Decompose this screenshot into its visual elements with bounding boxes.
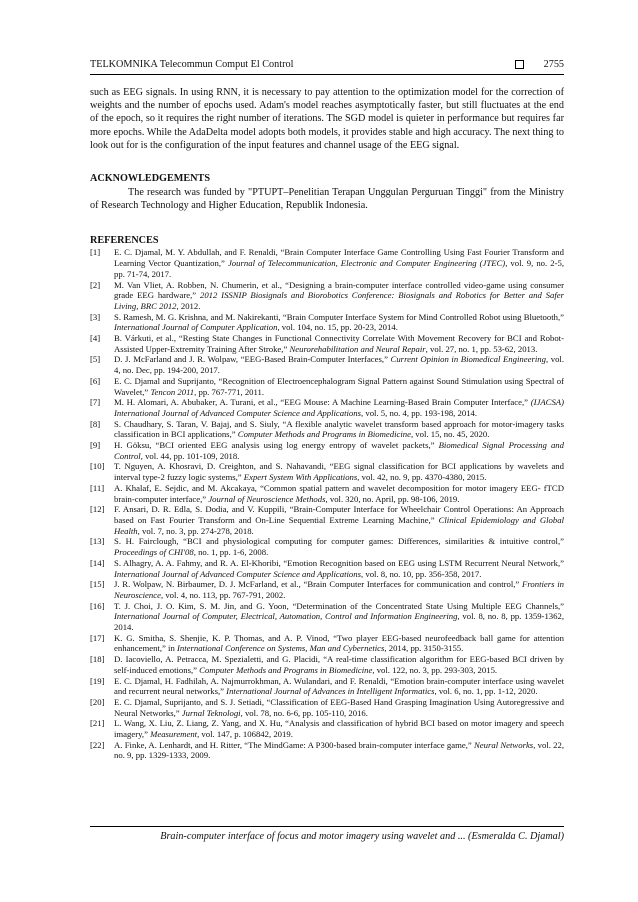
- reference-source: Journal of Neuroscience Methods: [208, 493, 326, 504]
- journal-name: TELKOMNIKA Telecommun Comput El Control: [90, 59, 294, 70]
- reference-item: [90, 504, 564, 536]
- reference-details: , vol. 4, no. 113, pp. 767-791, 2002.: [160, 589, 286, 600]
- reference-text: S. Ramesh, M. G. Krishna, and M. Nakirekanti, “Brain Computer Interface System for Mind Controlled Robot using Bluetooth,”: [114, 311, 564, 322]
- reference-details: , no. 1, pp. 1-6, 2008.: [193, 547, 269, 558]
- reference-number: [15]: [90, 579, 105, 590]
- reference-details: , vol. 22, no. 9, pp. 1329-1333, 2009.: [114, 739, 565, 761]
- reference-text: E. C. Djamal, M. Y. Abdullah, and F. Renaldi, “Brain Computer Interface Game Controlling Using Fast Fourier Transform and Learning Vector Quantization,”: [114, 247, 564, 269]
- reference-number: [2]: [90, 279, 101, 290]
- reference-number: [4]: [90, 333, 101, 344]
- reference-item: [90, 461, 564, 482]
- reference-number: [1]: [90, 247, 101, 258]
- reference-number: [19]: [90, 675, 105, 686]
- reference-text: H. Göksu, “BCI oriented EEG analysis using log energy entropy of wavelet packets,”: [114, 440, 439, 451]
- acknowledgements-text: The research was funded by "PTUPT–Penelitian Terapan Unggulan Perguruan Tinggi" from the Ministry of Research Technology and Higher Education, Republik Indonesia.: [90, 187, 564, 212]
- body-paragraph: such as EEG signals. In using RNN, it is necessary to pay attention to the optimization model for the correction of weights and the number of epochs used. Adam's model reaches asymptotically faster, but still fluctuates at the end of the epoch, so it requires the right number of iterations. The SGD model is quieter in performance but requires far more epochs. While the AdaDelta model adopts both models, it provides stable and high accuracy. The next thing to look out for is the configuration of the input features and channel usage of the EEG signal.: [90, 87, 564, 151]
- reference-item: [90, 333, 564, 354]
- reference-source: Frontiers in Neuroscience: [114, 579, 564, 600]
- reference-details: , vol. 320, no. April, pp. 98-106, 2019.: [325, 493, 460, 504]
- reference-text: L. Wang, X. Liu, Z. Liang, Z. Yang, and X. Hu, “Analysis and classification of hybrid BCI based on motor imagery and speech imagery,”: [114, 718, 564, 740]
- box-icon: [515, 60, 524, 69]
- reference-details: , vol. 104, no. 15, pp. 20-23, 2014.: [277, 322, 398, 333]
- reference-text: E. C. Djamal, H. Fadhilah, A. Najmurrokhman, A. Wulandari, and F. Renaldi, “Emotion brain-computer interface using wavelet and recurrent neural networks,”: [114, 675, 564, 697]
- reference-details: , 2012.: [176, 300, 201, 311]
- page-content: [90, 86, 564, 761]
- reference-text: F. Ansari, D. R. Edla, S. Dodia, and V. Kuppili, “Brain-Computer Interface for Wheelchair Control Operations: An Approach based on Fast Fourier Transform and On-Line Sequential Extreme Learning Machine,”: [114, 504, 564, 525]
- reference-details: , vol. 44, pp. 101-109, 2018.: [140, 450, 240, 461]
- reference-details: , vol. 8, no. 10, pp. 356-358, 2017.: [361, 568, 482, 579]
- reference-text: S. H. Fairclough, “BCI and physiological computing for computer games: Differences, similarities & intuitive control,”: [114, 536, 564, 547]
- reference-item: [90, 718, 564, 739]
- reference-source: 2012 ISSNIP Biosignals and Biorobotics Conference: Biosignals and Robotics for Better and Safer Living, BRC 2012: [114, 290, 564, 311]
- reference-number: [13]: [90, 536, 105, 547]
- reference-text: B. Várkuti, et al., “Resting State Changes in Functional Connectivity Correlate With Movement Recovery for BCI and Robot-Assisted Upper-Extremity Training After Stroke,”: [114, 333, 564, 354]
- reference-text: J. R. Wolpaw, N. Birbaumer, D. J. McFarland, et al., “Brain Computer Interfaces for communication and control,”: [114, 579, 523, 590]
- reference-details: , vol. 42, no. 9, pp. 4370-4380, 2015.: [357, 472, 487, 483]
- references-heading: REFERENCES: [90, 235, 159, 247]
- reference-text: A. Khalaf, E. Sejdic, and M. Akcakaya, “Common spatial pattern and wavelet decomposition for motor imagery EEG- fTCD brain-computer interface,”: [114, 482, 564, 504]
- reference-details: , 2014, pp. 3150-3155.: [384, 643, 464, 654]
- reference-item: [90, 558, 564, 579]
- reference-source: International Journal of Advanced Computer Science and Applications: [114, 568, 361, 579]
- reference-details: , vol. 4, no. Dec, pp. 194-200, 2017.: [114, 354, 564, 376]
- reference-item: [90, 312, 564, 333]
- reference-number: [8]: [90, 418, 101, 429]
- reference-text: T. Nguyen, A. Khosravi, D. Creighton, and S. Nahavandi, “EEG signal classification for BCI applications by wavelets and interval type-2 fuzzy logic systems,”: [114, 461, 564, 483]
- reference-text: E. C. Djamal, Suprijanto, and S. J. Setiadi, “Classification of EEG-Based Hand Grasping Imagination Using Autoregressive and Neural Networks,”: [114, 696, 564, 718]
- reference-details: , vol. 147, p. 106842, 2019.: [197, 729, 293, 740]
- reference-text: A. Finke, A. Lenhardt, and H. Ritter, “The MindGame: A P300-based brain-computer interface game,”: [114, 739, 474, 750]
- reference-text: E. C. Djamal and Suprijanto, “Recognition of Electroencephalogram Signal Pattern against Sound Stimulation using Spectral of Wavelet,”: [114, 375, 564, 397]
- reference-item: [90, 280, 564, 312]
- reference-number: [3]: [90, 311, 101, 322]
- reference-number: [9]: [90, 440, 101, 451]
- reference-source: Biomedical Signal Processing and Control: [114, 440, 564, 461]
- reference-number: [5]: [90, 354, 101, 365]
- reference-source: Tencon 2011: [150, 386, 195, 397]
- reference-source: Expert System With Applications: [243, 472, 358, 483]
- reference-text: M. Van Vliet, A. Robben, N. Chumerin, et al., “Designing a brain-computer interface controlled video-game using consumer grade EEG hardware,”: [114, 279, 564, 301]
- reference-details: , vol. 9, no. 2-5, pp. 71-74, 2017.: [114, 258, 565, 279]
- reference-number: [7]: [90, 397, 101, 408]
- reference-source: Current Opinion in Biomedical Engineering: [390, 354, 546, 365]
- reference-details: , vol. 27, no. 1, pp. 53-62, 2013.: [425, 343, 538, 354]
- reference-source: Neurorehabilitation and Neural Repair: [289, 343, 426, 354]
- reference-source: Proceedings of CHI'08: [114, 547, 194, 558]
- reference-item: [90, 247, 564, 279]
- reference-source: Journal of Telecommunication, Electronic and Computer Engineering (JTEC): [227, 258, 506, 269]
- reference-item: [90, 740, 564, 761]
- reference-source: International Journal of Advances in Intelligent Informatics: [226, 686, 435, 697]
- reference-number: [10]: [90, 461, 105, 472]
- reference-source: Clinical Epidemiology and Global Health: [114, 515, 564, 536]
- reference-text: D. Iacoviello, A. Petracca, M. Spezialetti, and G. Placidi, “A real-time classification algorithm for EEG-based BCI driven by self-induced emotions,”: [114, 654, 564, 675]
- reference-number: [22]: [90, 739, 105, 750]
- reference-source: Neural Networks: [473, 739, 534, 750]
- reference-source: Computer Methods and Programs in Biomedicine: [199, 664, 373, 675]
- reference-number: [16]: [90, 600, 105, 611]
- reference-source: International Journal of Computer, Electrical, Automation, Control and Information Engineering: [114, 611, 458, 622]
- reference-source: International Conference on Systems, Man and Cybernetics: [176, 643, 385, 654]
- reference-source: Measurement: [150, 729, 198, 740]
- reference-details: , vol. 7, no. 3, pp. 274-278, 2018.: [137, 525, 254, 536]
- reference-number: [11]: [90, 482, 105, 493]
- reference-item: [90, 397, 564, 418]
- reference-details: , vol. 78, no. 6-6, pp. 105-110, 2016.: [240, 707, 368, 718]
- reference-details: , vol. 122, no. 3, pp. 293-303, 2015.: [372, 664, 498, 675]
- reference-source: Jurnal Teknologi: [181, 707, 241, 718]
- reference-text: M. H. Alomari, A. Abubaker, A. Turani, et al., “EEG Mouse: A Machine Learning-Based Brain Computer Interface,”: [114, 397, 531, 408]
- reference-item: [90, 676, 564, 697]
- reference-source: (IJACSA) International Journal of Advanced Computer Science and Applications: [114, 397, 564, 418]
- reference-details: , vol. 5, no. 4, pp. 193-198, 2014.: [361, 407, 478, 418]
- page-footer: Brain-computer interface of focus and motor imagery using wavelet and ... (Esmeralda C. Djamal): [90, 826, 564, 843]
- reference-text: T. J. Choi, J. O. Kim, S. M. Jin, and G. Yoon, “Determination of the Concentrated State Using Multiple EEG Channels,”: [114, 600, 564, 611]
- reference-item: [90, 440, 564, 461]
- reference-number: [17]: [90, 632, 105, 643]
- reference-text: S. Chaudhary, S. Taran, V. Bajaj, and S. Siuly, “A flexible analytic wavelet transform based approach for motor-imagery tasks classification in BCI applications,”: [114, 418, 564, 440]
- reference-item: [90, 633, 564, 654]
- acknowledgements-heading: ACKNOWLEDGEMENTS: [90, 173, 211, 185]
- reference-item: [90, 697, 564, 718]
- reference-text: K. G. Smitha, S. Shenjie, K. P. Thomas, and A. P. Vinod, “Two player EEG-based neurofeedback ball game for attention enhancement,” in: [114, 632, 564, 654]
- reference-item: [90, 536, 564, 557]
- reference-number: [6]: [90, 375, 101, 386]
- reference-number: [12]: [90, 504, 105, 515]
- reference-item: [90, 601, 564, 633]
- reference-number: [18]: [90, 654, 105, 665]
- reference-number: [14]: [90, 557, 105, 568]
- reference-details: , vol. 15, no. 45, 2020.: [410, 429, 490, 440]
- reference-item: [90, 354, 564, 375]
- reference-number: [21]: [90, 718, 105, 729]
- reference-details: , vol. 6, no. 1, pp. 1-12, 2020.: [434, 686, 538, 697]
- reference-item: [90, 419, 564, 440]
- reference-list: [90, 247, 564, 761]
- reference-item: [90, 376, 564, 397]
- reference-source: International Journal of Computer Application: [114, 322, 278, 333]
- reference-item: [90, 483, 564, 504]
- reference-text: D. J. McFarland and J. R. Wolpaw, “EEG-Based Brain-Computer Interfaces,”: [114, 354, 391, 365]
- reference-details: , vol. 8, no. 8, pp. 1359-1362, 2014.: [114, 611, 564, 633]
- reference-text: S. Alhagry, A. A. Fahmy, and R. A. El-Khoribi, “Emotion Recognition based on EEG using LSTM Recurrent Neural Network,”: [114, 557, 564, 568]
- page-number: 2755: [543, 59, 564, 70]
- reference-details: , pp. 767-771, 2011.: [194, 386, 265, 397]
- reference-item: [90, 654, 564, 675]
- reference-source: Computer Methods and Programs in Biomedicine: [237, 429, 411, 440]
- reference-number: [20]: [90, 696, 105, 707]
- page-header: [90, 58, 564, 75]
- reference-item: [90, 579, 564, 600]
